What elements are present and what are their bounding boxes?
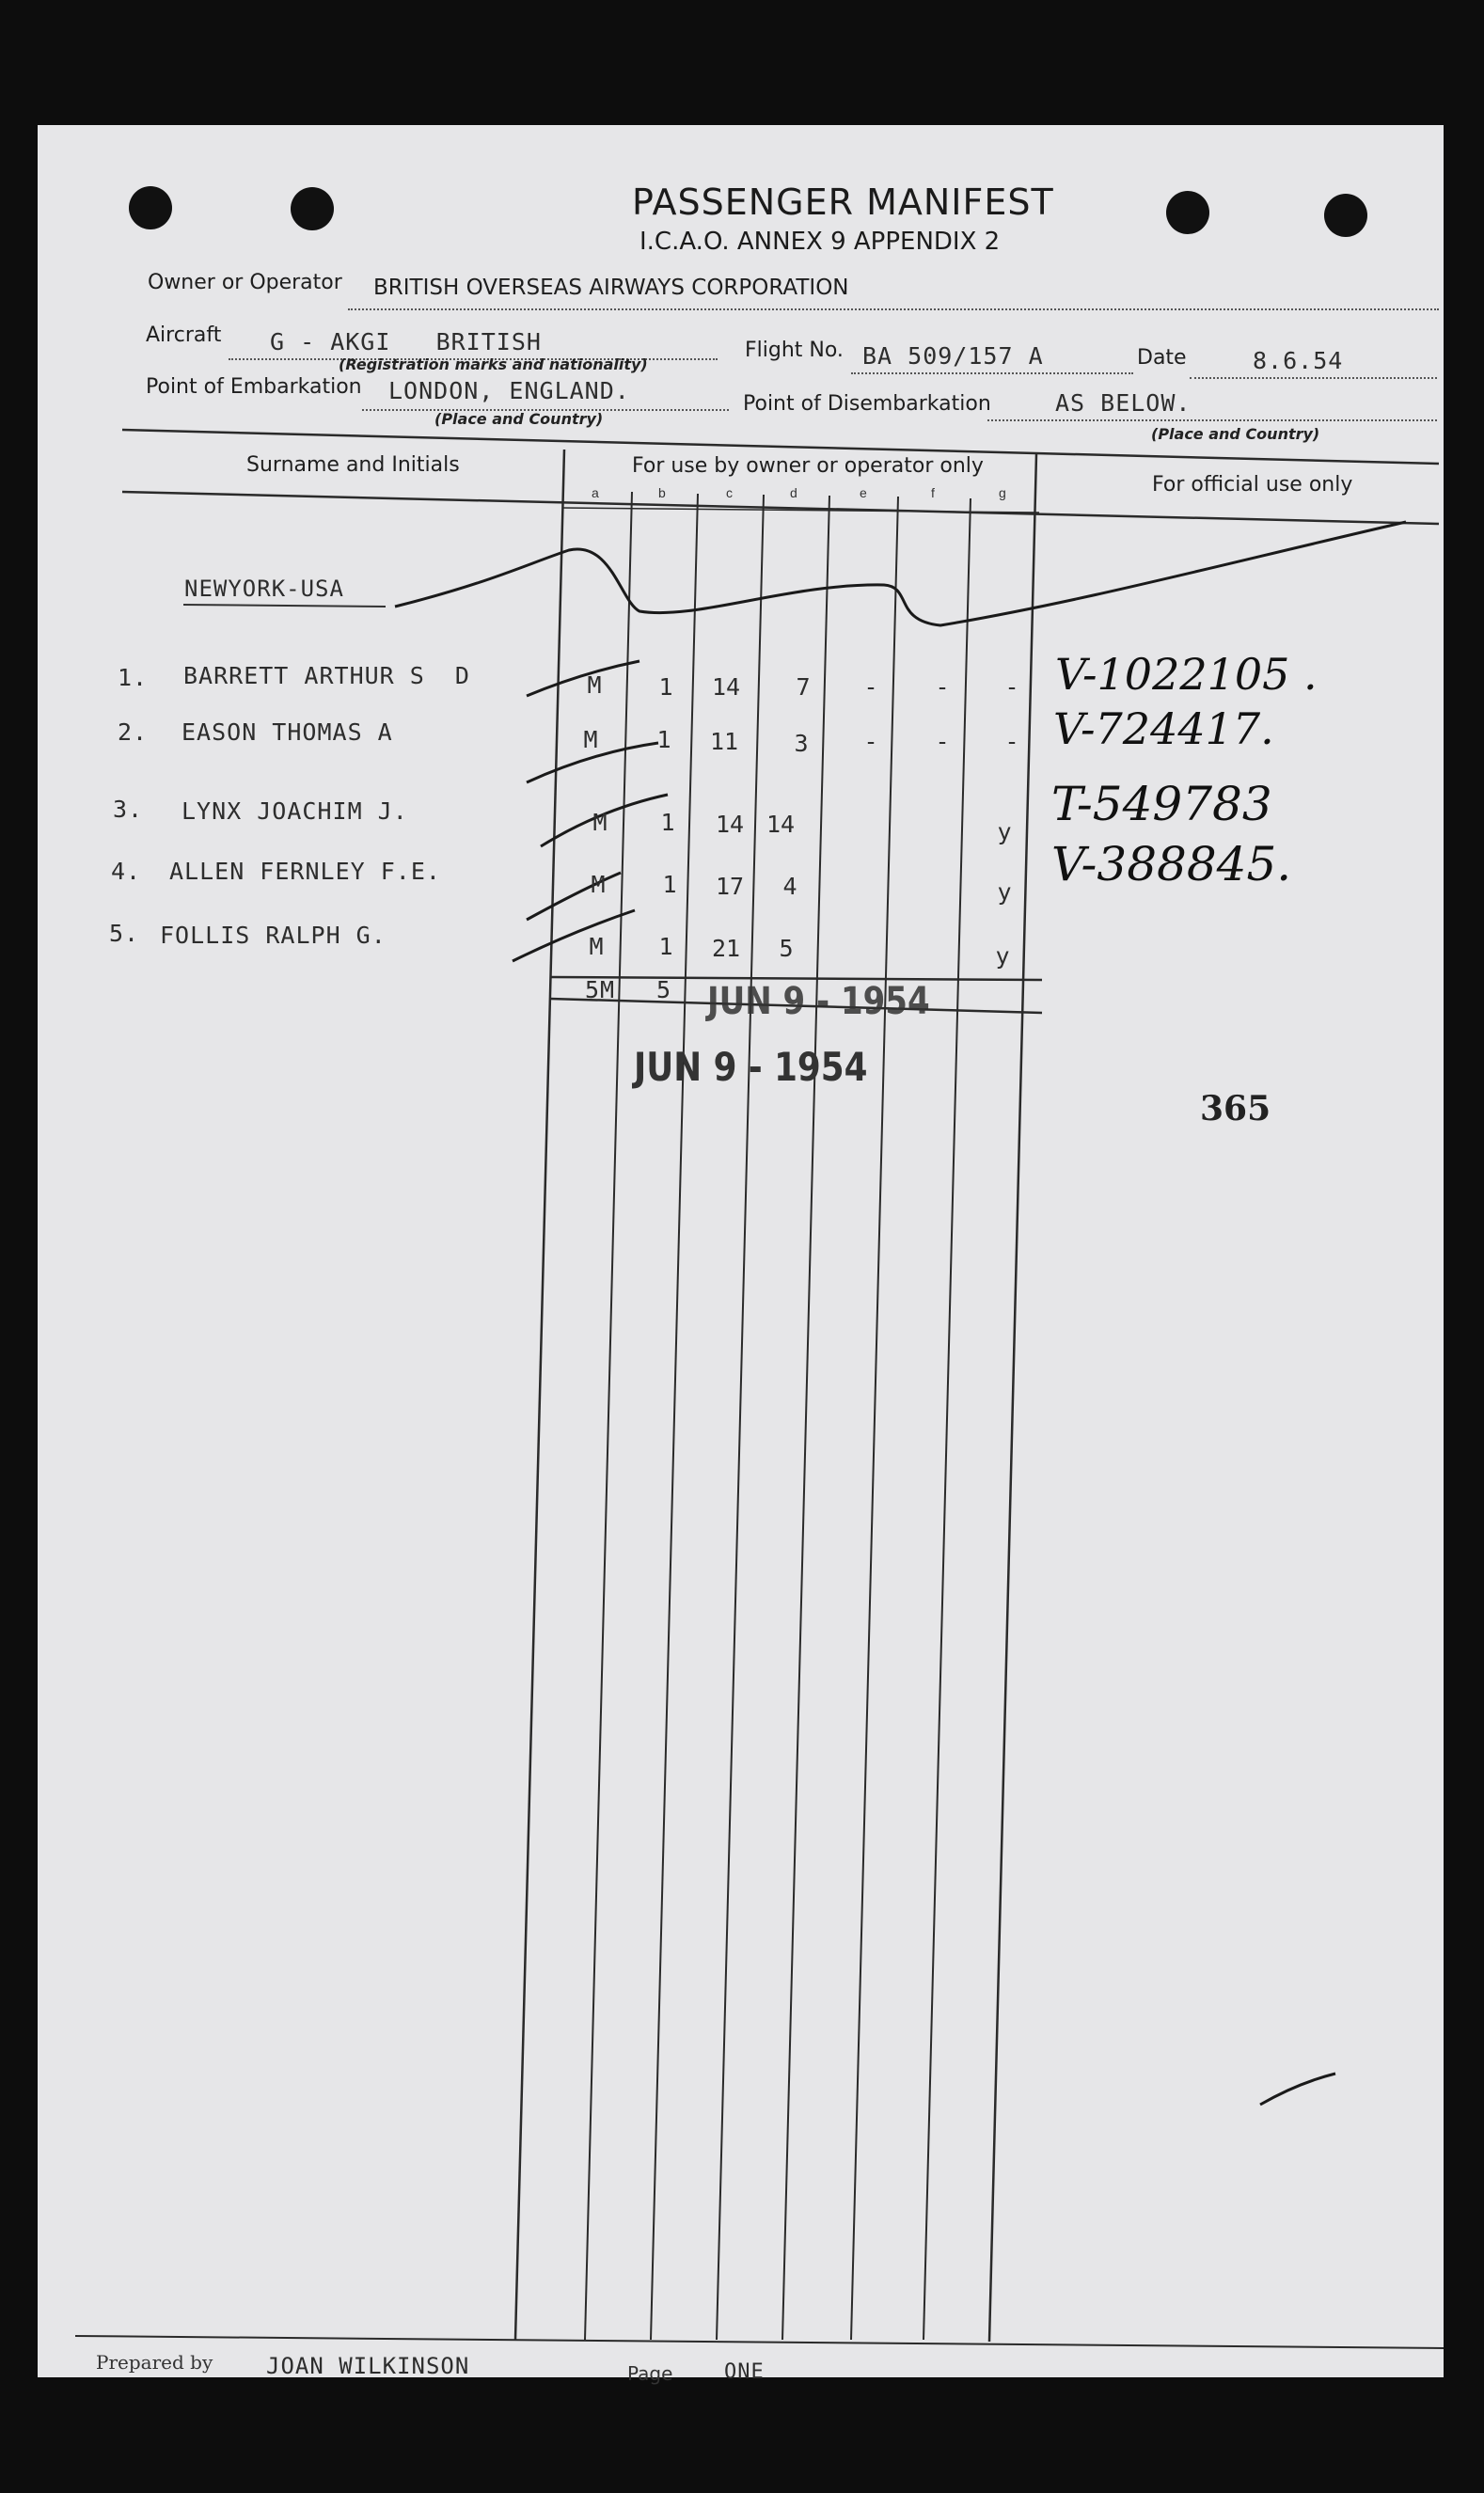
- aircraft-label: Aircraft: [146, 323, 222, 347]
- page-subtitle: I.C.A.O. ANNEX 9 APPENDIX 2: [639, 228, 1001, 256]
- disembarkation-value: AS BELOW.: [1055, 389, 1192, 417]
- destination-label: NEWYORK-USA: [184, 576, 344, 602]
- official-number: T-549783: [1051, 777, 1272, 831]
- cell-f: -: [935, 728, 950, 755]
- row-number: 1.: [118, 664, 149, 691]
- sub-col-b: b: [658, 485, 666, 500]
- col-header-operator: For use by owner or operator only: [632, 454, 984, 478]
- cell-g: y: [997, 878, 1012, 906]
- disembarkation-sub: (Place and Country): [1151, 425, 1320, 443]
- owner-value: BRITISH OVERSEAS AIRWAYS CORPORATION: [373, 276, 849, 300]
- total-b: 5: [656, 976, 672, 1003]
- cell-a: M: [591, 871, 606, 898]
- cell-d: 5: [779, 935, 794, 962]
- page-value: ONE: [724, 2360, 765, 2384]
- embarkation-label: Point of Embarkation: [146, 375, 362, 399]
- prepared-by-value: JOAN WILKINSON: [266, 2353, 470, 2379]
- official-number: V-1022105 .: [1055, 649, 1318, 700]
- passenger-name: BARRETT ARTHUR S D: [183, 662, 470, 689]
- cell-d: 4: [782, 873, 797, 900]
- cell-d: 7: [796, 673, 811, 701]
- passenger-name: ALLEN FERNLEY F.E.: [169, 858, 441, 885]
- sub-col-f: f: [931, 485, 935, 500]
- passenger-name: LYNX JOACHIM J.: [182, 797, 408, 825]
- cell-g: y: [997, 818, 1012, 845]
- cell-b: 1: [662, 871, 677, 898]
- cell-c: 11: [709, 728, 739, 755]
- row-number: 2.: [118, 718, 149, 746]
- cell-g: -: [1004, 673, 1019, 701]
- sub-col-c: c: [726, 485, 733, 500]
- date-value: 8.6.54: [1253, 347, 1344, 374]
- cell-a: M: [592, 809, 608, 836]
- cell-c: 21: [711, 935, 741, 962]
- page-label: Page: [627, 2362, 673, 2385]
- date-stamp: JUN 9 - 1954: [707, 980, 930, 1023]
- sub-col-g: g: [999, 485, 1006, 500]
- cell-b: 1: [660, 809, 675, 836]
- sub-col-e: e: [860, 485, 867, 500]
- cell-e: -: [863, 673, 878, 701]
- flight-label: Flight No.: [745, 339, 844, 362]
- total-a: 5M: [585, 976, 616, 1003]
- cell-e: -: [863, 728, 878, 755]
- row-number: 4.: [111, 858, 142, 885]
- row-number: 3.: [113, 796, 144, 823]
- cell-b: 1: [658, 673, 673, 701]
- date-label: Date: [1137, 346, 1187, 370]
- disembarkation-label: Point of Disembarkation: [743, 392, 991, 416]
- page-title: PASSENGER MANIFEST: [632, 181, 1054, 223]
- prepared-by-label: Prepared by: [96, 2351, 213, 2374]
- cell-c: 14: [715, 811, 745, 838]
- cell-d: 3: [794, 730, 809, 757]
- cell-g: y: [995, 942, 1010, 970]
- flight-value: BA 509/157 A: [862, 342, 1044, 370]
- cell-f: -: [935, 673, 950, 701]
- sub-col-d: d: [790, 485, 797, 500]
- cell-a: M: [587, 671, 602, 699]
- date-stamp: JUN 9 - 1954: [634, 1044, 868, 1090]
- aircraft-value: G - AKGI BRITISH: [270, 328, 542, 355]
- cell-d: 14: [766, 811, 796, 838]
- sub-col-a: a: [592, 485, 599, 500]
- col-header-official: For official use only: [1152, 473, 1353, 497]
- col-header-name: Surname and Initials: [246, 453, 460, 477]
- cell-g: -: [1004, 728, 1019, 755]
- official-number: V-388845.: [1051, 837, 1292, 891]
- row-number: 5.: [109, 920, 140, 947]
- cell-c: 17: [715, 873, 745, 900]
- cell-b: 1: [656, 726, 671, 753]
- cell-a: M: [583, 726, 598, 753]
- official-number: V-724417.: [1053, 703, 1274, 754]
- aircraft-sub: (Registration marks and nationality): [339, 355, 648, 373]
- cell-a: M: [589, 933, 604, 960]
- cell-b: 1: [658, 933, 673, 960]
- page-number: 365: [1200, 1089, 1271, 1128]
- embarkation-value: LONDON, ENGLAND.: [388, 377, 630, 404]
- passenger-name: EASON THOMAS A: [182, 718, 393, 746]
- passenger-name: FOLLIS RALPH G.: [160, 922, 387, 949]
- owner-label: Owner or Operator: [148, 271, 342, 294]
- embarkation-sub: (Place and Country): [434, 410, 604, 428]
- cell-c: 14: [711, 673, 741, 701]
